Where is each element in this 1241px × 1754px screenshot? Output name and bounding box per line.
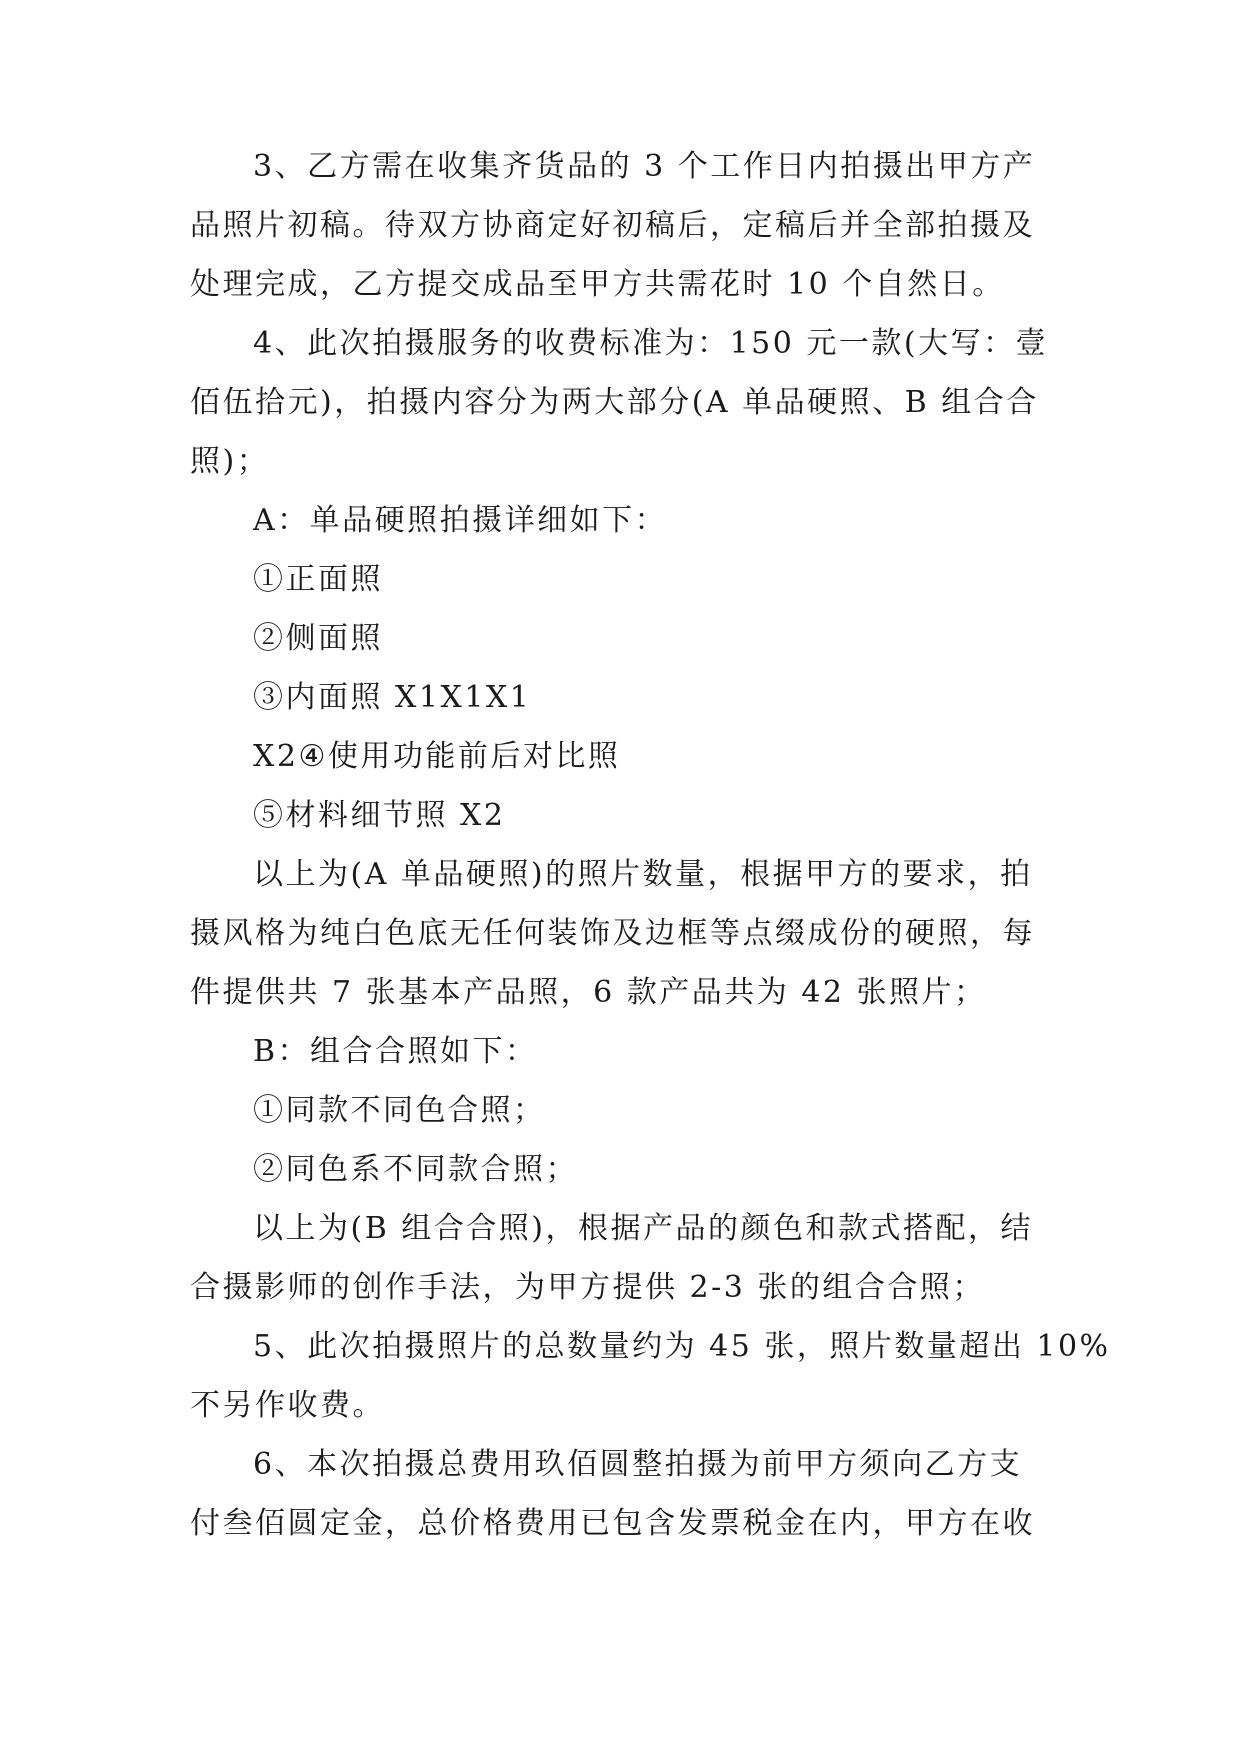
section-a-item-5: ⑤材料细节照 X2 — [253, 798, 506, 833]
section-a-item-4: X2④使用功能前后对比照 — [253, 739, 621, 774]
section-b-summary-line-2: 合摄影师的创作手法，为甲方提供 2-3 张的组合合照； — [190, 1270, 985, 1305]
section-b-item-1: ①同款不同色合照； — [253, 1093, 546, 1128]
clause-4-line-1: 4、此次拍摄服务的收费标准为：150 元一款(大写：壹 — [253, 326, 1049, 361]
clause-5-line-2: 不另作收费。 — [190, 1388, 385, 1423]
clause-4-line-3: 照)； — [190, 444, 270, 479]
section-a-heading: A：单品硬照拍摄详细如下： — [253, 503, 668, 538]
clause-6-line-1: 6、本次拍摄总费用玖佰圆整拍摄为前甲方须向乙方支 — [253, 1447, 1023, 1482]
clause-3-line-1: 3、乙方需在收集齐货品的 3 个工作日内拍摄出甲方产 — [253, 149, 1036, 184]
contract-body — [190, 137, 1111, 1553]
clause-6-line-2: 付叁佰圆定金，总价格费用已包含发票税金在内，甲方在收 — [190, 1506, 1035, 1541]
clause-3-line-3: 处理完成，乙方提交成品至甲方共需花时 10 个自然日。 — [190, 267, 1005, 302]
section-a-summary-line-2: 摄风格为纯白色底无任何装饰及边框等点缀成份的硬照，每 — [190, 916, 1035, 951]
section-a-summary-line-3: 件提供共 7 张基本产品照，6 款产品共为 42 张照片； — [190, 975, 987, 1010]
clause-4-line-2: 佰伍拾元)，拍摄内容分为两大部分(A 单品硬照、B 组合合 — [190, 385, 1039, 420]
section-b-item-2: ②同色系不同款合照； — [253, 1152, 578, 1187]
clause-3-line-2: 品照片初稿。待双方协商定好初稿后，定稿后并全部拍摄及 — [190, 208, 1035, 243]
section-b-summary-line-1: 以上为(B 组合合照)，根据产品的颜色和款式搭配，结 — [253, 1211, 1033, 1246]
section-a-item-3: ③内面照 X1X1X1 — [253, 680, 532, 715]
section-a-item-1: ①正面照 — [253, 562, 383, 597]
clause-5-line-1: 5、此次拍摄照片的总数量约为 45 张，照片数量超出 10% — [253, 1329, 1111, 1364]
section-a-item-2: ②侧面照 — [253, 621, 383, 656]
section-b-heading: B：组合合照如下： — [253, 1034, 538, 1069]
section-a-summary-line-1: 以上为(A 单品硬照)的照片数量，根据甲方的要求，拍 — [253, 857, 1033, 892]
